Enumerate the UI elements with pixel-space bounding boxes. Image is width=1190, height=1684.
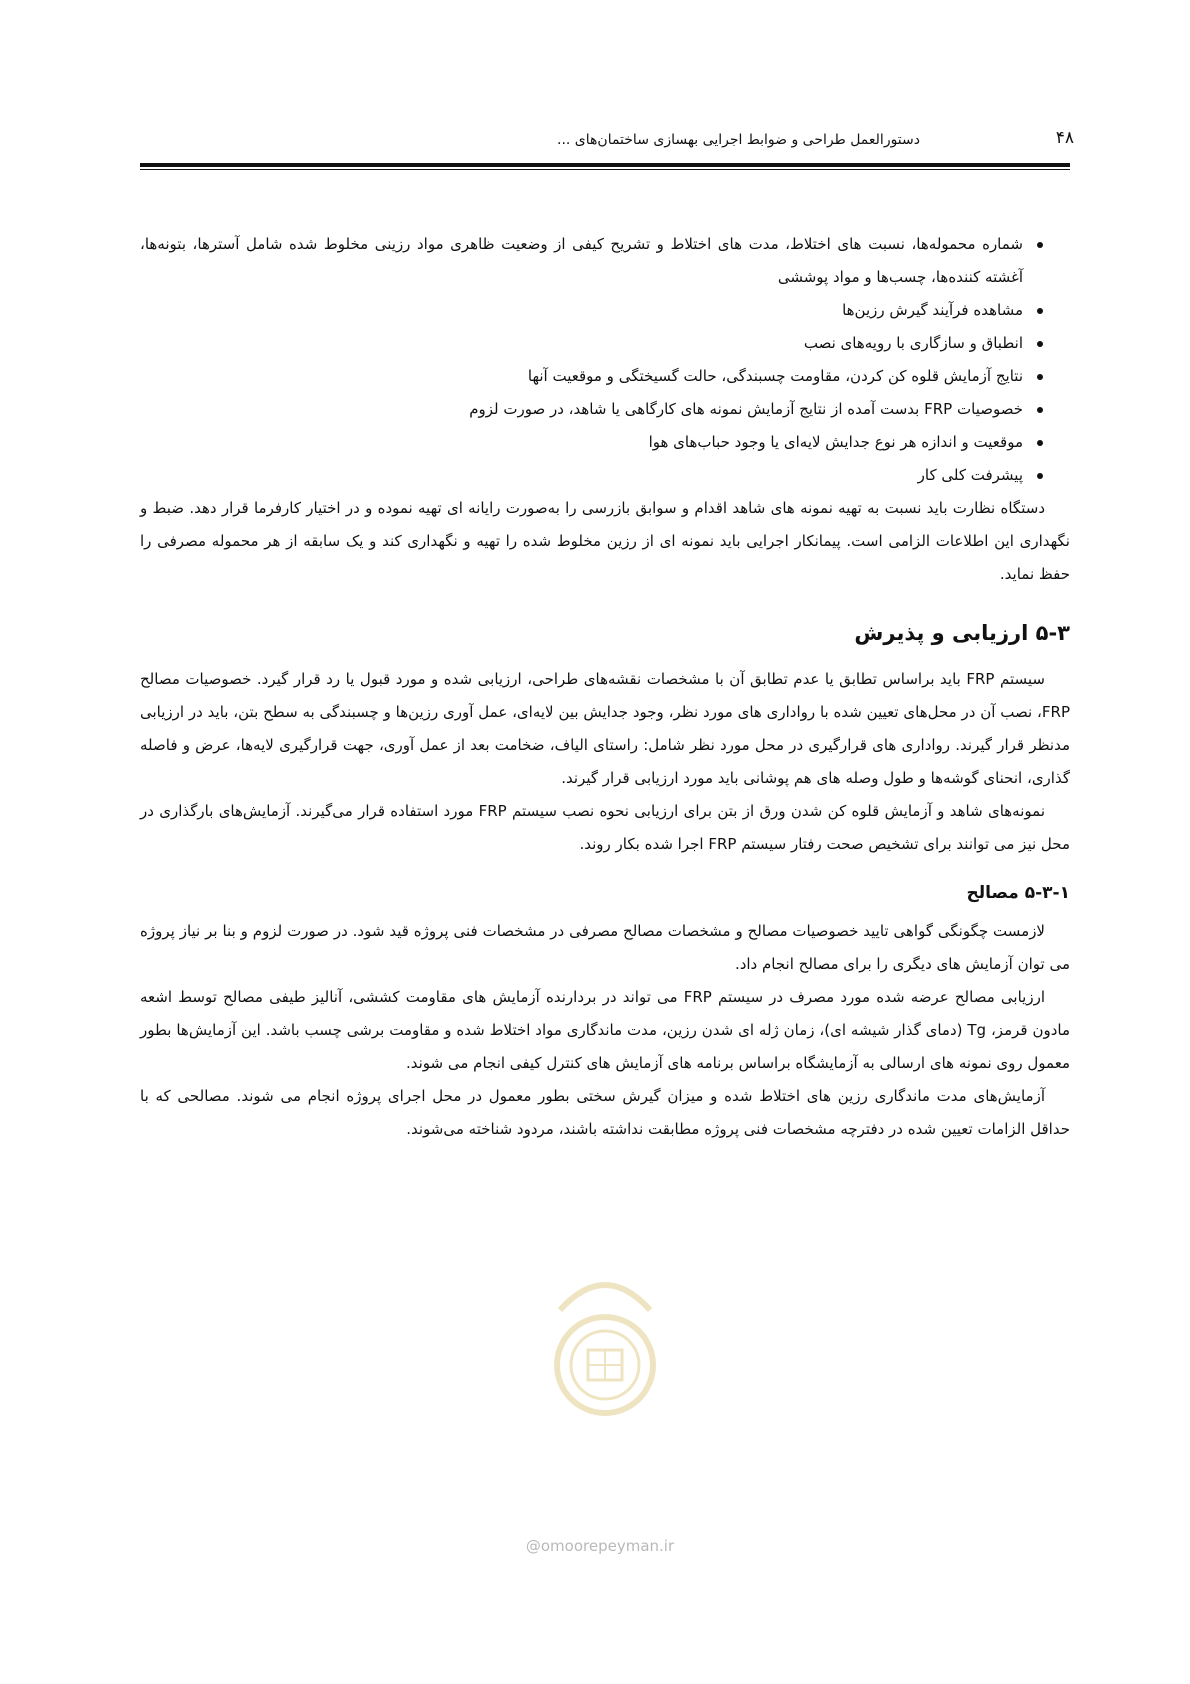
running-header [140,128,1074,158]
paragraph-frp-evaluation: سیستم FRP باید براساس تطابق یا عدم تطابق آن با مشخصات نقشه‌های طراحی، ارزیابی شده و مورد قبول یا رد قرار گیرد. خصوصیات مصالح FRP، نصب آن در محل‌های تعیین شده با رواداری های مورد نظر، وجود جدایش بین لایه‌ای، عمل آوری رزین‌ها و چسبندگی به سطح بتن، باید در ارزیابی مدنظر قرار گیرند. رواداری های قرارگیری در محل مورد نظر شامل: راستای الیاف، ضخامت بعد از عمل آوری، جهت قرارگیری لایه‌ها، عرض و فاصله گذاری، انحنای گوشه‌ها و طول وصله های هم پوشانی باید مورد ارزیابی قرار گیرند. [140,670,1070,787]
publisher-logo-watermark [530,1250,680,1420]
header-rule-thick [140,163,1070,167]
subsection-heading: ۵-۳-۱ مصالح [966,883,1070,903]
inspection-bullet-list [140,294,1070,492]
bullet-item: خصوصیات FRP بدست آمده از نتایج آزمایش نمونه های کارگاهی یا شاهد، در صورت لزوم [140,393,1045,426]
paragraph-materials-testing: ارزیابی مصالح عرضه شده مورد مصرف در سیستم FRP می تواند در بردارنده آزمایش های مقاومت کششی، آنالیز طیفی مصالح توسط اشعه مادون قرمز، Tg (دمای گذار شیشه ای)، زمان ژله ای شدن رزین، مدت ماندگاری مواد اختلاط شده و مقاومت برشی چسب باشد. این آزمایش‌ها بطور معمول روی نمونه های ارسالی به آزمایشگاه براساس برنامه های آزمایش های کنترل کیفی انجام می شوند. [140,988,1070,1072]
header-rule-thin [140,169,1070,170]
paragraph-frp-tests: نمونه‌های شاهد و آزمایش قلوه کن شدن ورق از بتن برای ارزیابی نحوه نصب سیستم FRP مورد استفاده قرار می‌گیرند. آزمایش‌های بارگذاری در محل نیز می توانند برای تشخیص صحت رفتار سیستم FRP اجرا شده بکار روند. [140,802,1070,853]
bullet-item: مشاهده فرآیند گیرش رزین‌ها [140,294,1045,327]
running-title: دستورالعمل طراحی و ضوابط اجرایی بهسازی ساختمان‌های ... [557,132,920,148]
bullet-item: نتایج آزمایش قلوه کن کردن، مقاومت چسبندگی، حالت گسیختگی و موقعیت آنها [140,360,1045,393]
page-number: ۴۸ [1055,128,1074,148]
paragraph-supervision: دستگاه نظارت باید نسبت به تهیه نمونه های شاهد اقدام و سوابق بازرسی را به‌صورت رایانه ای تهیه نموده و در اختیار کارفرما قرار دهد. ضبط و نگهداری این اطلاعات الزامی است. پیمانکار اجرایی باید نمونه ای از رزین مخلوط شده را تهیه و نگهداری کند و یک سابقه از هر محموله مصرفی را حفظ نماید. [140,499,1070,583]
watermark-url: @omoorepeyman.ir [525,1537,675,1555]
paragraph-materials-rejection: آزمایش‌های مدت ماندگاری رزین های اختلاط شده و میزان گیرش سختی بطور معمول در محل اجرای پروژه انجام می شوند. مصالحی که با حداقل الزامات تعیین شده در دفترچه مشخصات فنی پروژه مطابقت نداشته باشند، مردود شناخته می‌شوند. [140,1087,1070,1138]
paragraph-materials-certification: لازمست چگونگی گواهی تایید خصوصیات مصالح و مشخصات مصالح مصرفی در مشخصات فنی پروژه قید شود. در صورت لزوم و بنا بر نیاز پروژه می توان آزمایش های دیگری را برای مصالح انجام داد. [140,922,1070,973]
bullet-item-shipments: شماره محموله‌ها، نسبت های اختلاط، مدت های اختلاط و تشریح کیفی از وضعیت ظاهری مواد رزینی مخلوط شده شامل آسترها، بتونه‌ها، آغشته کننده‌ها، چسب‌ها و مواد پوششی [140,228,1070,294]
bullet-item: انطباق و سازگاری با رویه‌های نصب [140,327,1045,360]
bullet-item: پیشرفت کلی کار [140,459,1045,492]
section-heading: ۵-۳ ارزیابی و پذیرش [854,621,1070,645]
body-text [140,228,1070,1146]
bullet-item: موقعیت و اندازه هر نوع جدایش لایه‌ای یا وجود حباب‌های هوا [140,426,1045,459]
